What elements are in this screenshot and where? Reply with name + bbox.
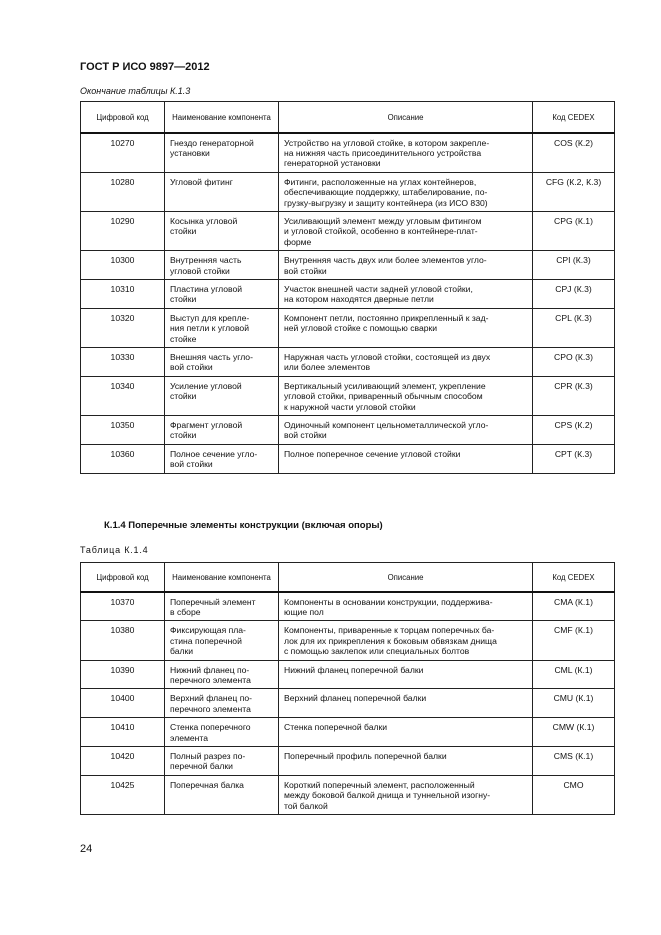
code-cell: 10340 [81,376,165,415]
code-cell: 10400 [81,689,165,718]
header-cedex: Код CEDEX [533,102,615,133]
code-cell: 10420 [81,746,165,775]
description-cell: Верхний фланец поперечной балки [279,689,533,718]
description-cell: Вертикальный усиливающий элемент, укрепление угловой стойки, приваренный обычным способом к наружной части угловой стойки [279,376,533,415]
name-cell: Поперечный элемент в сборе [165,592,279,621]
cedex-cell: CMF (К.1) [533,621,615,660]
code-cell: 10360 [81,444,165,473]
code-cell: 10350 [81,416,165,445]
page-number: 24 [80,843,93,855]
table-row [81,348,615,377]
cedex-cell: CPO (К.3) [533,348,615,377]
cedex-cell: CPG (К.1) [533,211,615,250]
name-cell: Пластина угловой стойки [165,279,279,308]
code-cell: 10330 [81,348,165,377]
cedex-cell: CMS (К.1) [533,746,615,775]
code-cell: 10370 [81,592,165,621]
cedex-cell: CPS (К.2) [533,416,615,445]
header-name: Наименование компонента [165,102,279,133]
cedex-cell: CPI (К.3) [533,251,615,280]
description-cell: Полное поперечное сечение угловой стойки [279,444,533,473]
table-a-header-row [81,102,615,133]
table-row [81,376,615,415]
cedex-cell: CFG (К.2, К.3) [533,172,615,211]
component-table-k13 [80,101,615,474]
cedex-cell: CPL (К.3) [533,308,615,347]
cedex-cell: CMA (К.1) [533,592,615,621]
name-cell: Выступ для крепле- ния петли к угловой стойке [165,308,279,347]
description-cell: Компонент петли, постоянно прикрепленный к зад- ней угловой стойке с помощью сварки [279,308,533,347]
name-cell: Внешняя часть угло- вой стойки [165,348,279,377]
table-row [81,133,615,173]
code-cell: 10320 [81,308,165,347]
header-code: Цифровой код [81,102,165,133]
name-cell: Усиление угловой стойки [165,376,279,415]
name-cell: Гнездо генераторной установки [165,133,279,173]
table-row [81,621,615,660]
description-cell: Фитинги, расположенные на углах контейнеров, обеспечивающие поддержку, штабелирование, по- грузку-выгрузку и защиту контейнера (из ИСО 830) [279,172,533,211]
description-cell: Внутренняя часть двух или более элементов угло- вой стойки [279,251,533,280]
table-row [81,660,615,689]
name-cell: Стенка поперечного элемента [165,718,279,747]
cedex-cell: CMU (К.1) [533,689,615,718]
description-cell: Одиночный компонент цельнометаллической угло- вой стойки [279,416,533,445]
table-row [81,444,615,473]
description-cell: Участок внешней части задней угловой стойки, на котором находятся дверные петли [279,279,533,308]
code-cell: 10380 [81,621,165,660]
name-cell: Внутренняя часть угловой стойки [165,251,279,280]
name-cell: Нижний фланец по- перечного элемента [165,660,279,689]
description-cell: Короткий поперечный элемент, расположенный между боковой балкой днища и туннельной изогну- той балкой [279,775,533,814]
header-cedex: Код CEDEX [533,563,615,592]
code-cell: 10310 [81,279,165,308]
code-cell: 10270 [81,133,165,173]
table-row [81,746,615,775]
description-cell: Наружная часть угловой стойки, состоящей из двух или более элементов [279,348,533,377]
code-cell: 10290 [81,211,165,250]
cedex-cell: CMO [533,775,615,814]
description-cell: Компоненты в основании конструкции, поддержива- ющие пол [279,592,533,621]
name-cell: Фрагмент угловой стойки [165,416,279,445]
cedex-cell: COS (К.2) [533,133,615,173]
table-row [81,308,615,347]
header-code: Цифровой код [81,563,165,592]
header-description: Описание [279,102,533,133]
name-cell: Фиксирующая пла- стина поперечной балки [165,621,279,660]
name-cell: Угловой фитинг [165,172,279,211]
description-cell: Усиливающий элемент между угловым фитингом и угловой стойкой, особенно в контейнере-плат- форме [279,211,533,250]
code-cell: 10300 [81,251,165,280]
document-header: ГОСТ Р ИСО 9897—2012 [80,61,210,73]
cedex-cell: CPR (К.3) [533,376,615,415]
table-row [81,416,615,445]
table-row [81,592,615,621]
table-b-caption: Таблица К.1.4 [80,545,149,555]
name-cell: Поперечная балка [165,775,279,814]
code-cell: 10390 [81,660,165,689]
cedex-cell: CPJ (К.3) [533,279,615,308]
header-name: Наименование компонента [165,563,279,592]
table-row [81,251,615,280]
header-description: Описание [279,563,533,592]
code-cell: 10410 [81,718,165,747]
code-cell: 10280 [81,172,165,211]
description-cell: Нижний фланец поперечной балки [279,660,533,689]
table-a-caption: Окончание таблицы К.1.3 [80,86,191,96]
component-table-k14 [80,562,615,815]
description-cell: Стенка поперечной балки [279,718,533,747]
name-cell: Полное сечение угло- вой стойки [165,444,279,473]
table-row [81,279,615,308]
cedex-cell: CML (К.1) [533,660,615,689]
table-row [81,211,615,250]
description-cell: Устройство на угловой стойке, в котором закрепле- на нижняя часть присоединительного устройства генераторной установки [279,133,533,173]
code-cell: 10425 [81,775,165,814]
table-row [81,172,615,211]
description-cell: Компоненты, приваренные к торцам поперечных ба- лок для их прикрепления к боковым обвязкам днища с помощью заклепок или специальных болтов [279,621,533,660]
section-heading: К.1.4 Поперечные элементы конструкции (включая опоры) [104,520,383,531]
table-row [81,775,615,814]
name-cell: Верхний фланец по- перечного элемента [165,689,279,718]
cedex-cell: CPT (К.3) [533,444,615,473]
name-cell: Полный разрез по- перечной балки [165,746,279,775]
table-row [81,689,615,718]
cedex-cell: CMW (К.1) [533,718,615,747]
description-cell: Поперечный профиль поперечной балки [279,746,533,775]
table-row [81,718,615,747]
table-b-header-row [81,563,615,592]
name-cell: Косынка угловой стойки [165,211,279,250]
